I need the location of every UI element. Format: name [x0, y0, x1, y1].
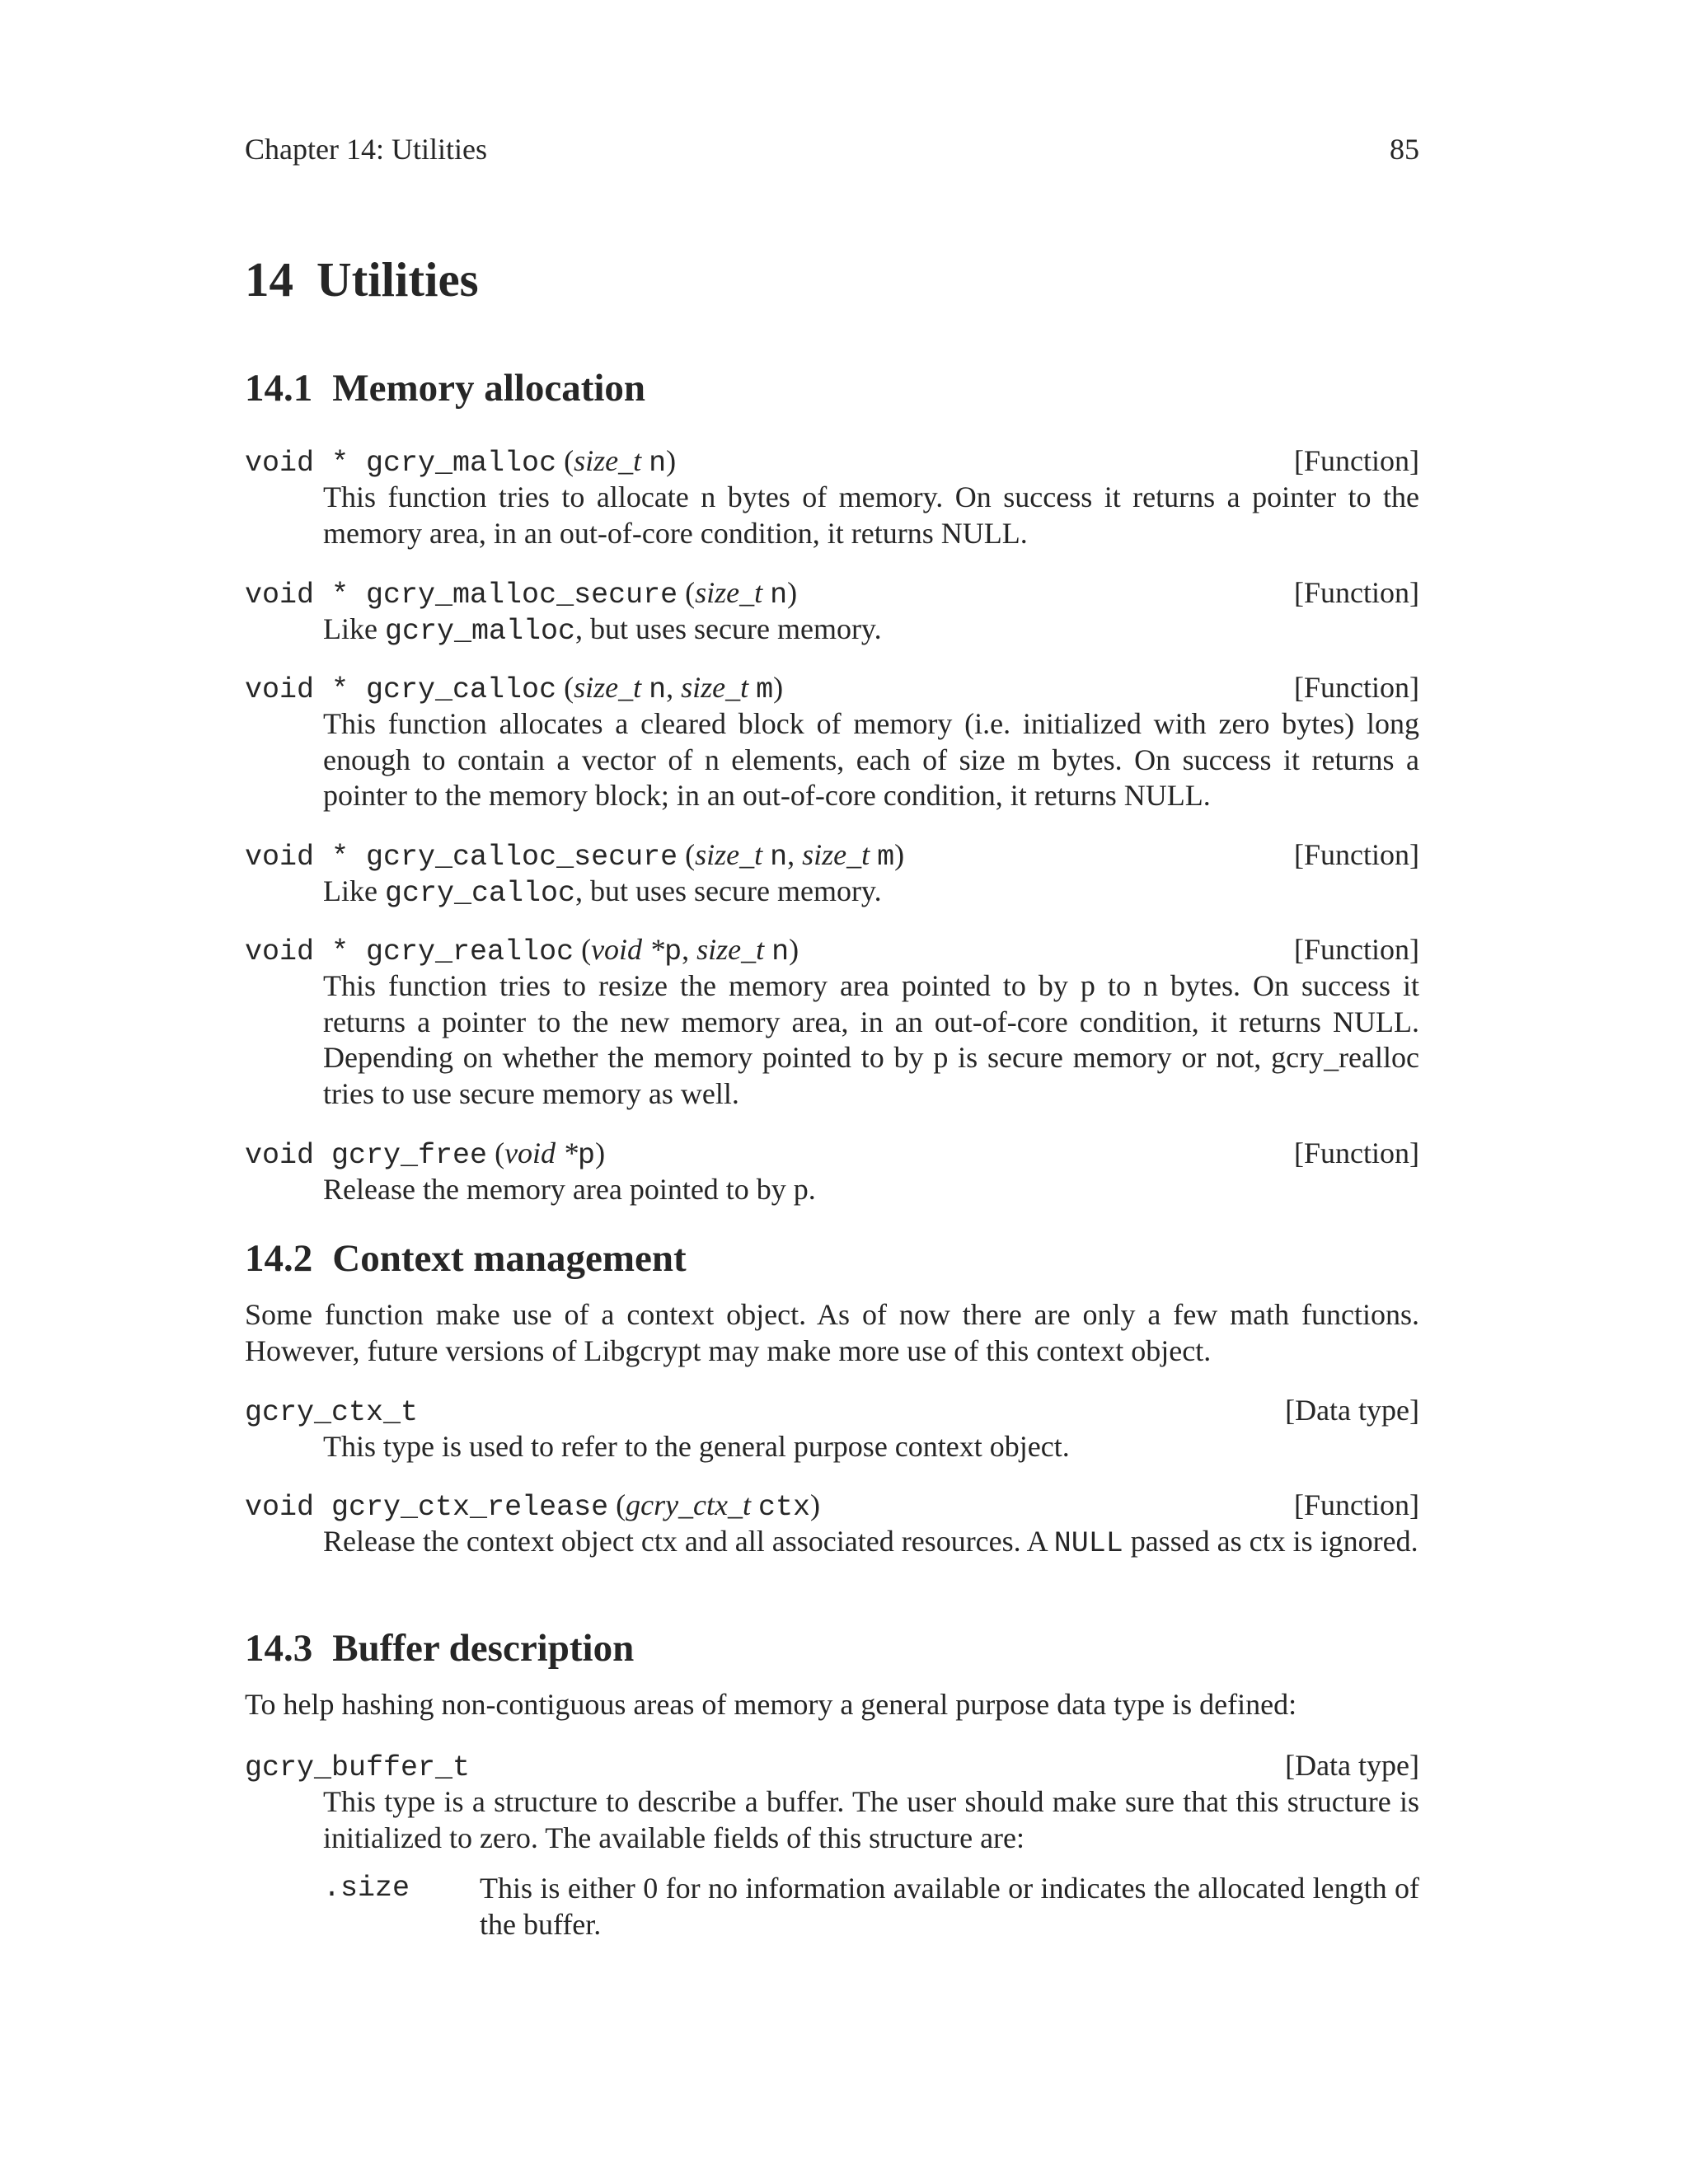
definition-category: [Function] — [1294, 444, 1419, 477]
function-description: Like gcry_calloc, but uses secure memory. — [323, 874, 882, 910]
datatype-definition-gcry-ctx-t — [245, 1391, 1419, 1429]
section-number: 14.1 — [245, 367, 313, 410]
datatype-signature — [245, 1391, 418, 1432]
function-signature: void * gcry_malloc_secure (size_t n) — [245, 576, 798, 612]
inline-code: NULL — [1053, 1527, 1123, 1560]
function-name: gcry_ctx_release — [331, 1491, 609, 1524]
datatype-name: gcry_ctx_t — [245, 1396, 419, 1429]
section-title: Buffer description — [332, 1627, 635, 1670]
definition-category: [Function] — [1294, 671, 1419, 704]
function-name: gcry_malloc — [366, 447, 557, 480]
function-description: This function allocates a cleared block of memory (i.e. initialized with zero bytes) long enough to contain a vector of n elements, each of size m bytes. On success it returns a pointer to the memory block; in an out-of-core condition, it returns NULL. — [323, 707, 1419, 812]
datatype-description: This type is a structure to describe a buffer. The user should make sure that this structure is initialized to zero. The available fields of this structure are: — [323, 1785, 1419, 1854]
definition-category: [Function] — [1294, 933, 1419, 966]
function-description: This function tries to resize the memory area pointed to by p to n bytes. On success it returns a pointer to the new memory area, in an out-of-core condition, it returns NULL. Depending on whether the memory pointed to by p is secure memory or not, gcry_realloc tries to use secure memory as well. — [323, 969, 1419, 1110]
function-name: gcry_realloc — [366, 935, 574, 968]
definition-category: [Function] — [1294, 576, 1419, 609]
datatype-definition-gcry-buffer-t — [245, 1746, 1419, 1784]
section-title: Context management — [332, 1237, 687, 1280]
chapter-title — [245, 251, 479, 308]
section-number: 14.2 — [245, 1237, 313, 1280]
datatype-description: This type is used to refer to the general purpose context object. — [323, 1430, 1070, 1463]
inline-code: gcry_malloc — [384, 615, 576, 648]
function-definition-gcry-calloc-secure — [245, 836, 1419, 874]
inline-code: gcry_calloc — [384, 877, 576, 910]
function-definition-gcry-free — [245, 1134, 1419, 1172]
chapter-number: 14 — [245, 252, 293, 307]
section-title: Memory allocation — [332, 367, 646, 410]
function-definition-gcry-malloc-secure — [245, 574, 1419, 612]
function-description: Release the memory area pointed to by p. — [323, 1173, 816, 1206]
function-signature: void * gcry_calloc_secure (size_t n, size_t m) — [245, 838, 905, 874]
section-paragraph: Some function make use of a context object. As of now there are only a few math functions. However, future versions of Libgcrypt may make more use of this context object. — [245, 1298, 1419, 1367]
section-heading-memory-allocation — [245, 366, 645, 410]
page-number: 85 — [1390, 133, 1419, 166]
section-paragraph: To help hashing non-contiguous areas of memory a general purpose data type is defined: — [245, 1688, 1297, 1721]
function-name: gcry_free — [331, 1139, 488, 1172]
section-number: 14.3 — [245, 1627, 313, 1670]
function-name: gcry_calloc_secure — [366, 841, 678, 874]
function-definition-gcry-calloc — [245, 668, 1419, 706]
function-signature: void * gcry_malloc (size_t n) — [245, 444, 677, 480]
datatype-name: gcry_buffer_t — [245, 1751, 471, 1784]
definition-category: [Function] — [1294, 1137, 1419, 1169]
chapter-title-text: Utilities — [316, 252, 479, 307]
function-signature: void gcry_ctx_release (gcry_ctx_t ctx) — [245, 1488, 821, 1524]
definition-category: [Function] — [1294, 838, 1419, 871]
section-heading-context-management — [245, 1236, 687, 1281]
function-signature: void * gcry_calloc (size_t n, size_t m) — [245, 671, 784, 706]
definition-category: [Data type] — [1285, 1749, 1419, 1782]
function-definition-gcry-malloc — [245, 442, 1419, 480]
field-name: .size — [323, 1872, 410, 1905]
running-header — [245, 132, 1419, 168]
function-description: This function tries to allocate n bytes of memory. On success it returns a pointer to the memory area, in an out-of-core condition, it returns NULL. — [323, 480, 1419, 550]
definition-category: [Data type] — [1285, 1394, 1419, 1427]
function-signature: void * gcry_realloc (void *p, size_t n) — [245, 933, 799, 968]
function-name: gcry_calloc — [366, 673, 557, 706]
function-signature: void gcry_free (void *p) — [245, 1137, 606, 1172]
function-description: Like gcry_malloc, but uses secure memory. — [323, 612, 882, 648]
function-description: Release the context object ctx and all associated resources. A NULL passed as ctx is ignored. — [323, 1525, 1418, 1560]
datatype-signature — [245, 1746, 470, 1787]
section-heading-buffer-description — [245, 1626, 634, 1671]
definition-category: [Function] — [1294, 1488, 1419, 1521]
field-description: This is either 0 for no information available or indicates the allocated length of the buffer. — [480, 1872, 1419, 1941]
function-definition-gcry-ctx-release — [245, 1486, 1419, 1524]
running-title: Chapter 14: Utilities — [245, 133, 487, 166]
function-name: gcry_malloc_secure — [366, 579, 678, 612]
function-definition-gcry-realloc — [245, 930, 1419, 968]
